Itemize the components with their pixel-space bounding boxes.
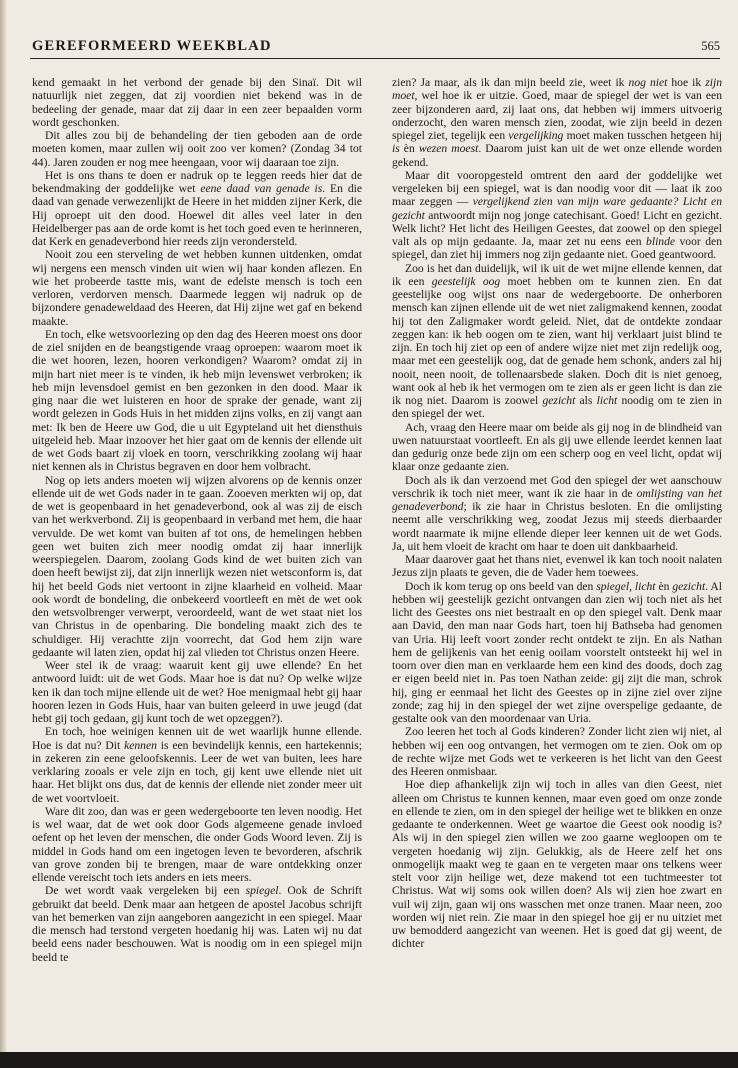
text-run: Dit alles zou bij de behandeling der tien geboden aan de orde moeten komen, maar zullen wij ooit zoo ver komen? (Zondag 34 tot 44). Jaren zouden er nog mee heengaan, voor wij daaraan toe zijn. [32, 129, 362, 169]
text-run: Zoo is het dan duidelijk, wil ik uit de wet mijne ellende kennen, dat ik een [392, 261, 722, 288]
text-run: . Al hebben wij geestelijk gezicht ontvangen dan zien wij toch niet als het licht des Geestes ons niet bestraalt en op den spiegel valt. Denk maar aan David, den man naar Gods hart, toen hij Bathseba had genomen van Uria. Hij leeft voort zonder recht ontdekt te zijn. En als Nathan hem de gelijkenis van het eenig ooilam voorstelt ontsteekt hij wel in toorn over dien man en verklaarde hem een kind des doods, doch zag er eigen beeld niet in. Pas toen Nathan zeide: gij zijt die man, schrok hij, ging er eenmaal het licht des Geestes op in zijne ziel over zijne zonde; zag hij in den spiegel der wet zijne overspelige gedaante, de gestalte ook van den moordenaar van Uria. [392, 579, 722, 725]
scan-bottom-edge [0, 1052, 738, 1068]
page-number: 565 [701, 39, 720, 53]
paragraph [32, 474, 362, 660]
text-run: . En die daad van genade verwezenlijkt de Heere in het midden zijner Kerk, die Hij oproept uit den dood. Hoewel dit alles veel later in den Heidelberger pas aan de orde komt is het toch goed even te herinneren, dat Kerk en genadeverbond hier reeds zijn verondersteld. [32, 182, 362, 248]
paragraph [32, 725, 362, 805]
emphasis-text: licht [596, 394, 618, 407]
paragraph [32, 129, 362, 169]
left-column [32, 76, 362, 964]
emphasis-text: nog niet [628, 76, 668, 89]
paragraph [392, 262, 722, 421]
text-run: Maar dit vooropgesteld omtrent den aard der goddelijke wet vergeleken bij een spiegel, wat is dan noodig voor dit — laat ik zoo maar zeggen — [392, 168, 722, 209]
emphasis-text: kennen [124, 738, 157, 752]
emphasis-text: geestelijk oog [431, 274, 501, 288]
paragraph [32, 76, 362, 129]
page-header [32, 38, 720, 60]
text-run: als [575, 394, 597, 407]
paragraph [32, 805, 362, 885]
emphasis-text: vergelijking [508, 129, 564, 142]
header-rule [30, 58, 720, 59]
text-run: Zoo leeren het toch al Gods kinderen? Zonder licht zien wij niet, al hebben wij een oog ontvangen, het vermogen om te zien. Ook om op de rechte wijze met Gods wet te verkeeren is het licht van den Geest des Heeren onmisbaar. [392, 725, 722, 778]
text-run: hoe ik [667, 76, 706, 89]
journal-title: GEREFORMEERD WEEKBLAD [32, 38, 272, 54]
paragraph [392, 725, 722, 778]
paragraph [32, 328, 362, 474]
text-run: ; ik zie haar in Christus besloten. En die omlijsting neemt alle verschrikking weg, zoodat Jezus mij steeds dierbaarder wordt naarmate ik mijne ellende dieper leer kennen uit de wet Gods. Ja, uit hem vloeit de kracht om haar te doen uit dankbaarheid. [392, 500, 722, 553]
emphasis-text: zijn moet [392, 76, 722, 103]
paragraph [392, 169, 722, 262]
text-run: Het is ons thans te doen er nadruk op te leggen reeds hier dat de bekendmaking der goddelijke wet [32, 168, 362, 195]
paragraph [392, 474, 722, 554]
text-run: zien? Ja maar, als ik dan mijn beeld zie, weet ik [392, 76, 629, 89]
emphasis-text: eene daad van genade is [200, 182, 323, 195]
text-run: . Daarom juist kan uit de wet onze ellende worden gekend. [392, 142, 723, 169]
text-run: Ach, vraag den Heere maar om beide als gij nog in de blindheid van uwen natuurstaat voortleeft. En als gij uwe ellende leerdet kennen laat dan gedurig onze bede zijn om een scherp oog en veel licht, opdat wij klaar onze gedaante zien. [392, 420, 722, 474]
text-run: is een bevindelijk kennis, een hartekennis; in zekeren zin eene geloofskennis. Leer de wet van buiten, lees hare verklaring zooals er vele zijn en toch, gij kent uwe ellende niet uit haar. Het blijkt ons dus, dat de kennis der ellende niet zonder meer uit de wet voortvloeit. [32, 738, 362, 805]
paragraph [392, 580, 722, 726]
text-run: Maar daarover gaat het thans niet, evenwel ik kan toch nooit nalaten Jezus zijn plaats te geven, die de Vader hem toewees. [392, 553, 722, 580]
text-run: kend gemaakt in het verbond der genade bij den Sinaï. Dit wil natuurlijk niet zeggen, dat zij voordien niet bekend was in de bedeeling der genade, maar dat zij daar in een zeer bepaalden vorm wordt geschonken. [32, 76, 362, 129]
page-binding-edge [0, 0, 7, 1068]
paragraph [392, 421, 722, 474]
paragraph [32, 169, 362, 249]
text-run: Weer stel ik de vraag: waaruit kent gij uwe ellende? En het antwoord luidt: uit de wet Gods. Maar hoe is dat nu? Op welke wijze ken ik dan toch mijne ellende uit de wet? Hoe menigmaal hebt gij haar hooren lezen in Gods Huis, haar van buiten geleerd in uwe jeugd (dat hebt gij toch gedaan, gij kunt toch de wet opzeggen?). [32, 659, 362, 725]
text-run: Doch als ik dan verzoend met God den spiegel der wet aanschouw verschrik ik toch niet meer, want ik zie haar in de [392, 473, 722, 500]
right-column [392, 76, 722, 951]
emphasis-text: spiegel [245, 884, 279, 898]
emphasis-text: vergelijkend zien van mijn ware gedaante? Licht en gezicht [392, 195, 722, 222]
emphasis-text: wezen moest [418, 142, 479, 156]
text-run: De wet wordt vaak vergeleken bij een [45, 884, 246, 898]
emphasis-text: blinde [646, 235, 676, 248]
text-run: En toch, hoe weinigen kennen uit de wet waarlijk hunne ellende. Hoe is dat nu? Dit [32, 725, 362, 752]
text-run: Nog op iets anders moeten wij wijzen alvorens op de kennis onzer ellende uit de wet Gods nader in te gaan. Zooeven merkten wij op, dat de wet is geopenbaard in het genadeverbond, ook al was zij de eisch van het werkverbond. Zij is geopenbaard in verband met hem, die haar vervulde. De wet komt van buiten af tot ons, de hemelingen hebben geen wet buiten zich meer noodig omdat zij haar innerlijk weerspiegelen. Daarom, zoolang Gods kind de wet buiten zich van doen heeft bewijst zij, dat zijn innerlijk wezen niet wetsconform is, dat hij het beeld Gods niet vertoont in zijne klaarheid en volheid. Maar ook wordt de bondeling, die onbekeerd voortleeft en mèt de wet ook den wetsvolbrenger verwerpt, veroordeeld, want de wet staat niet los van Christus in de openbaring. Die bondeling maakt zich des te schuldiger. Hij verachtte zijn voorrecht, dat God hem zijn ware gedaante wil laten zien, opdat hij zal vlieden tot Christus onzen Heere. [32, 473, 362, 659]
emphasis-text: spiegel, licht [596, 579, 656, 593]
paragraph [392, 778, 722, 950]
text-run: . Ook de Schrift gebruikt dat beeld. Denk maar aan hetgeen de apostel Jacobus schrijft van het bemerken van zijn aangeboren aangezicht in een spiegel. Maar die mensch had terstond vergeten hoedanig hij was. Laten wij nu dat beeld eens nader beschouwen. Wat is noodig om in een spiegel mijn beeld te [32, 884, 363, 964]
text-run: antwoordt mijn nog jonge catechisant. Goed! Licht en gezicht. Welk licht? Het licht des Heiligen Geestes, dat zoowel op den spiegel valt als op mijn gedaante. Ja, maar zet nu eens een [392, 208, 722, 248]
text-run: moet hebben om te kunnen zien. En dat geestelijke oog wijst ons naar de wedergeboorte. De onherboren mensch kan zijnen ellende uit de wet niet zaligmakend kennen, zoodat hij tot den Zaligmaker wordt geleid. Niet, dat de ontdekte zondaar zeggen kan: ik heb oogen om te zien, want hij verklaart juist blind te zijn. En toch hij ziet op een of andere wijze niet met zijn redelijk oog, maar met een geestelijk oog, dat de genade hem schonk, anders zal hij nooit, neen nooit, de tollenaarsbede slaken. Doch dit is niet genoeg, want ook al heb ik het vermogen om te zien als er geen licht is dan zie ik nog niet. Daarom is zoowel [392, 274, 722, 407]
paragraph [32, 248, 362, 328]
emphasis-text: gezicht [672, 579, 706, 593]
text-run: Ware dit zoo, dan was er geen wedergeboorte ten leven noodig. Het is wel waar, dat de wet ook door Gods algemeene genade invloed oefent op het leven der menschen, die onder Gods Woord leven. Zij is middel in Gods hand om een ingetogen leven te bevorderen, afschrik van grove zonden bij te brengen, maar de ware ontdekking onzer ellende vereischt toch iets anders en iets meers. [32, 804, 362, 884]
paragraph [392, 76, 722, 169]
text-run: noodig om te zien in den spiegel der wet. [392, 394, 722, 421]
text-run: Doch ik kom terug op ons beeld van den [405, 579, 597, 593]
paragraph [392, 553, 722, 580]
text-run: èn [655, 579, 673, 593]
paragraph [32, 659, 362, 725]
emphasis-text: gezicht [542, 394, 576, 407]
emphasis-text: is [392, 142, 400, 156]
text-run: Hoe diep afhankelijk zijn wij toch in alles van dien Geest, niet alleen om Christus te kunnen kennen, maar even goed om onze zonde en ellende te zien, om in den spiegel der heilige wet te blikken en onze gedaante te onderkennen. Weet ge waartoe die Geest ook noodig is? Als wij in den spiegel zien willen we zoo gaarne wegloopen om te vergeten hoedanig wij zijn. Gelukkig, als de Heere zelf het ons onmogelijk maakt weg te gaan en te vergeten maar ons telkens weer stelt voor zijn heilige wet, deze makend tot een tuchtmeester tot Christus. Wat wij soms ook willen doen? Als wij zien hoe zwart en vuil wij zijn, gaan wij ons wasschen met onze tranen. Maar neen, zoo worden wij niet rein. Zie maar in den spiegel hoe gij er nu uitziet met uw bemodderd aangezicht van weenen. Het is goed dat gij weent, de dichter [392, 778, 722, 951]
text-run: moet maken tusschen hetgeen hij [563, 129, 722, 142]
text-run: En toch, elke wetsvoorlezing op den dag des Heeren moest ons door de ziel snijden en de beangstigende vraag oproepen: waarom moet ik die wet hooren, lezen, hooren verkondigen? Waarom? omdat zij in mijn hart niet meer is te vinden, ik heb mijn levenswet verbroken; ik heb mijn levensdoel gemist en ben gezonken in den dood. Maar ik ging naar die wet luisteren en hoor de sprake der genade, want zij wordt gelezen in Gods Huis in het midden zijns volks, en zij vangt aan met: Ik ben de Heere uw God, die u uit Egypteland uit het diensthuis uitgeleid heb. Maar inzoover het hier gaat om de kennis der ellende uit de wet Gods baart zij vloek en toorn, verschrikking zoolang wij haar niet kennen als in Christus begraven en door hem volbracht. [32, 327, 362, 474]
text-run: Nooit zou een sterveling de wet hebben kunnen uitdenken, omdat wij nergens een mensch vinden uit wien wij haar konden aflezen. En wie het probeerde tastte mis, want de edelste mensch is toch een verloren, verdorven mensch. Daarmede leggen wij nadruk op de bijzondere genadeweldaad des Heeren, dat Hij zijne wet gaf en bekend maakte. [32, 248, 362, 328]
text-run: , wel hoe ik er uitzie. Goed, maar de spiegel der wet is van een zeer bijzonderen aard, zij laat ons, dat hebben wij immers uitvoerig onderzocht, den waren mensch zien, zoodat, wie zijn beeld in dezen spiegel ziet, tegelijk een [392, 89, 722, 142]
text-run: voor den spiegel, dan ziet hij immers nog zijn gedaante niet. Goed geantwoord. [392, 235, 722, 262]
text-run: èn [399, 142, 419, 156]
paragraph [32, 884, 362, 964]
emphasis-text: omlijsting van het genadeverbond [392, 486, 722, 513]
